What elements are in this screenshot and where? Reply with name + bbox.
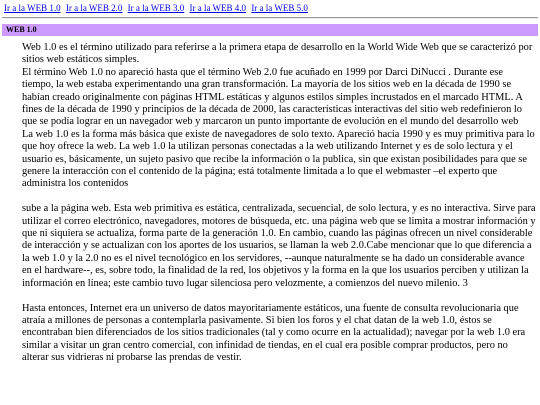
- section-title: WEB 1.0: [6, 25, 37, 34]
- paragraph-static-web: sube a la página web. Esta web primitiva es estática, centralizada, secuencial, de solo lectura, y es no interactiva. Sirve para utilizar el correo electrónico, navegadores, motores de búsqueda, etc. una página web que se limita a mostrar información y que ni siquiera se actualiza, forma parte de la generación 1.0. En cambio, cuando las páginas ofrecen un nivel considerable de interacción y se actualizan con los aportes de los usuarios, se llaman la web 2.0.Cabe mencionar que lo que diferencia a la web 1.0 y la 2.0 no es el nivel tecnológico en los servidores, --aunque naturalmente se ha dado un considerable avance en el hardware--, es, sobre todo, la finalidad de la red, los objetivos y la forma en la que los usuarios perciben y utilizan la información en línea; este cambio tuvo lugar silenciosa pero velozmente, a comienzos del nuevo milenio. 3: [22, 203, 536, 289]
- paragraph-basic-form: La web 1.0 es la forma más básica que existe de navegadores de solo texto. Apareció hacia 1990 y es muy primitiva para lo que hoy ofrece la web. La web 1.0 la utilizan personas conectadas a la web utilizando Internet y es de solo lectura y el usuario es, básicamente, un sujeto pasivo que recibe la información o la publica, sin que existan posibilidades para que se genere la interacción con el contenido de la página; está totalmente limitada a lo que el webmaster –el experto que administra los contenidos: [22, 128, 535, 190]
- paragraph-history: El término Web 1.0 no apareció hasta que el término Web 2.0 fue acuñado en 1999 por Darci DiNucci . Durante ese tiempo, la web estaba experimentando una gran transformación. La mayoría de los sitios web en la década de 1990 se habían creado originalmente con páginas HTML estáticas y algunos estilos simples incrustados en el marcado HTML. A fines de la década de 1990 y principios de la década de 2000, las características interactivas del sitio web redefinieron lo que se podía lograr en un navegador web y marcaron un punto importante de evolución en el mundo del desarrollo web: [22, 66, 523, 128]
- nav-link-web-4-0[interactable]: Ir a la WEB 4.0: [189, 3, 247, 13]
- nav-link-web-1-0[interactable]: Ir a la WEB 1.0: [4, 3, 61, 13]
- nav-link-web-2-0[interactable]: Ir a la WEB 2.0: [65, 3, 123, 13]
- section-header-bar: [2, 24, 538, 36]
- paragraph-until-then: Hasta entonces, Internet era un universo de datos mayoritariamente estáticos, una fuente de consulta revolucionaria que atraía a millones de personas a contemplarla pasivamente. Si bien los foros y el chat datan de la web 1.0, éstos se encontraban bien diferenciados de los sitios tradicionales (tal y como ocurre en la actualidad); navegar por la web 1.0 era similar a visitar un gran centro comercial, con infinidad de tiendas, en el cual era posible comprar productos, pero no alterar sus vidrieras ni probarse las prendas de vestir.: [22, 302, 526, 364]
- nav-link-web-3-0[interactable]: Ir a la WEB 3.0: [127, 3, 185, 13]
- nav-link-web-5-0[interactable]: Ir a la WEB 5.0: [251, 3, 308, 13]
- paragraph-intro: Web 1.0 es el término utilizado para referirse a la primera etapa de desarrollo en la World Wide Web que se caracterizó por sitios web estáticos simples.: [22, 42, 533, 66]
- top-navigation: [4, 2, 311, 14]
- article-content: [22, 42, 536, 377]
- horizontal-divider: [2, 17, 538, 19]
